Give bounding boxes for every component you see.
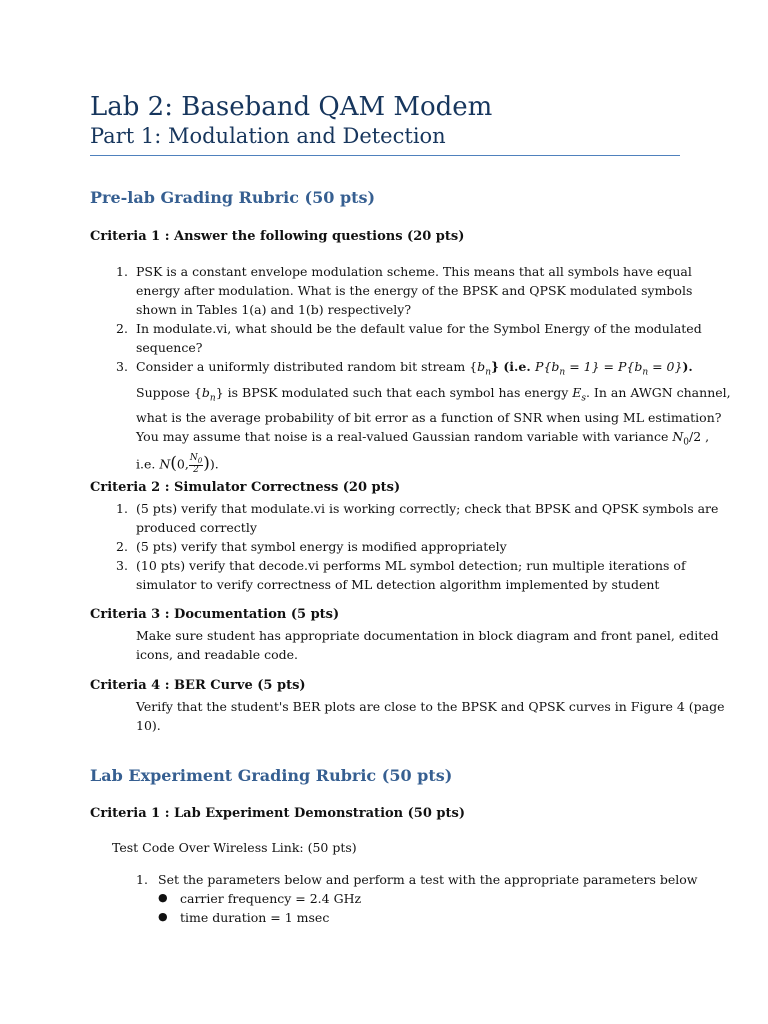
- c2-item3-line: simulator to verify correctness of ML detection algorithm implemented by student: [136, 577, 660, 592]
- q2-line: In modulate.vi, what should be the default value for the Symbol Energy of the modulated: [136, 321, 702, 336]
- c3-text: [136, 626, 719, 664]
- c2-item2-line: (5 pts) verify that symbol energy is modified appropriately: [136, 539, 507, 554]
- c3-line: icons, and readable code.: [136, 647, 298, 662]
- q3-line3: what is the average probability of bit error as a function of SNR when using ML estimation?: [136, 410, 722, 425]
- q1-text: [136, 262, 692, 319]
- q2-line: sequence?: [136, 340, 203, 355]
- c2-item3-number: 3.: [116, 558, 128, 573]
- c4-line: Verify that the student's BER plots are close to the BPSK and QPSK curves in Figure 4 (page: [136, 699, 725, 714]
- c2-item2-number: 2.: [116, 539, 128, 554]
- c2-item1-line: (5 pts) verify that modulate.vi is working correctly; check that BPSK and QPSK symbols are: [136, 501, 719, 516]
- lab-bullet-time-duration: time duration = 1 msec: [180, 910, 330, 925]
- q3-line4: You may assume that noise is a real-valued Gaussian random variable with variance $N_0/2$ ,: [136, 429, 710, 448]
- lab-test-label: Test Code Over Wireless Link: (50 pts): [112, 840, 357, 855]
- q1-line: energy after modulation. What is the energy of the BPSK and QPSK modulated symbols: [136, 283, 693, 298]
- c2-item1-number: 1.: [116, 501, 128, 516]
- lab-heading: Lab Experiment Grading Rubric (50 pts): [90, 766, 453, 785]
- prelab-criteria3-label: Criteria 3 : Documentation (5 pts): [90, 607, 340, 622]
- lab-item1-number: 1.: [136, 872, 148, 887]
- c2-item3-line: (10 pts) verify that decode.vi performs ML symbol detection; run multiple iterations of: [136, 558, 686, 573]
- c2-item3-text: [136, 556, 686, 594]
- q1-number: 1.: [116, 264, 128, 279]
- bullet-dot-icon: ●: [158, 891, 168, 904]
- prelab-criteria2-label: Criteria 2 : Simulator Correctness (20 pts): [90, 480, 401, 495]
- c2-item1-line: produced correctly: [136, 520, 257, 535]
- q3-text: [136, 357, 731, 475]
- lab-criteria1-label: Criteria 1 : Lab Experiment Demonstration (50 pts): [90, 806, 465, 821]
- prelab-criteria4-label: Criteria 4 : BER Curve (5 pts): [90, 678, 306, 693]
- q3-line2: Suppose $\{b_n\}$ is BPSK modulated such that each symbol has energy $E_s$. In an AWGN channel,: [136, 384, 731, 403]
- c4-text: [136, 697, 724, 735]
- c2-item2-text: [136, 537, 507, 556]
- title-divider: [90, 155, 680, 156]
- document-title: Lab 2: Baseband QAM Modem: [90, 92, 493, 122]
- c3-line: Make sure student has appropriate documentation in block diagram and front panel, edited: [136, 628, 719, 643]
- noise-variance-fraction: $\frac{N_0}{2}$: [189, 452, 203, 476]
- lab-bullet-carrier-frequency: carrier frequency = 2.4 GHz: [180, 891, 362, 906]
- c2-item1-text: [136, 499, 718, 537]
- q3-line5: i.e. N(0, $\frac{N_0}{2}$ )).: [136, 452, 219, 476]
- q2-number: 2.: [116, 321, 128, 336]
- bullet-dot-icon: ●: [158, 910, 168, 923]
- q1-line: shown in Tables 1(a) and 1(b) respectively?: [136, 302, 412, 317]
- q1-line: PSK is a constant envelope modulation scheme. This means that all symbols have equal: [136, 264, 692, 279]
- q3-line1: Consider a uniformly distributed random bit stream $\{b_n\}$ (i.e. $P\{b_n = 1\} = P\{b_n = 0\}$).: [136, 359, 693, 378]
- q3-number: 3.: [116, 359, 128, 374]
- q2-text: [136, 319, 702, 357]
- document-subtitle: Part 1: Modulation and Detection: [90, 124, 446, 148]
- prelab-criteria1-label: Criteria 1 : Answer the following questions (20 pts): [90, 229, 465, 244]
- lab-item1-text: Set the parameters below and perform a test with the appropriate parameters below: [158, 872, 698, 887]
- c4-line: 10).: [136, 718, 161, 733]
- prelab-heading: Pre-lab Grading Rubric (50 pts): [90, 188, 376, 207]
